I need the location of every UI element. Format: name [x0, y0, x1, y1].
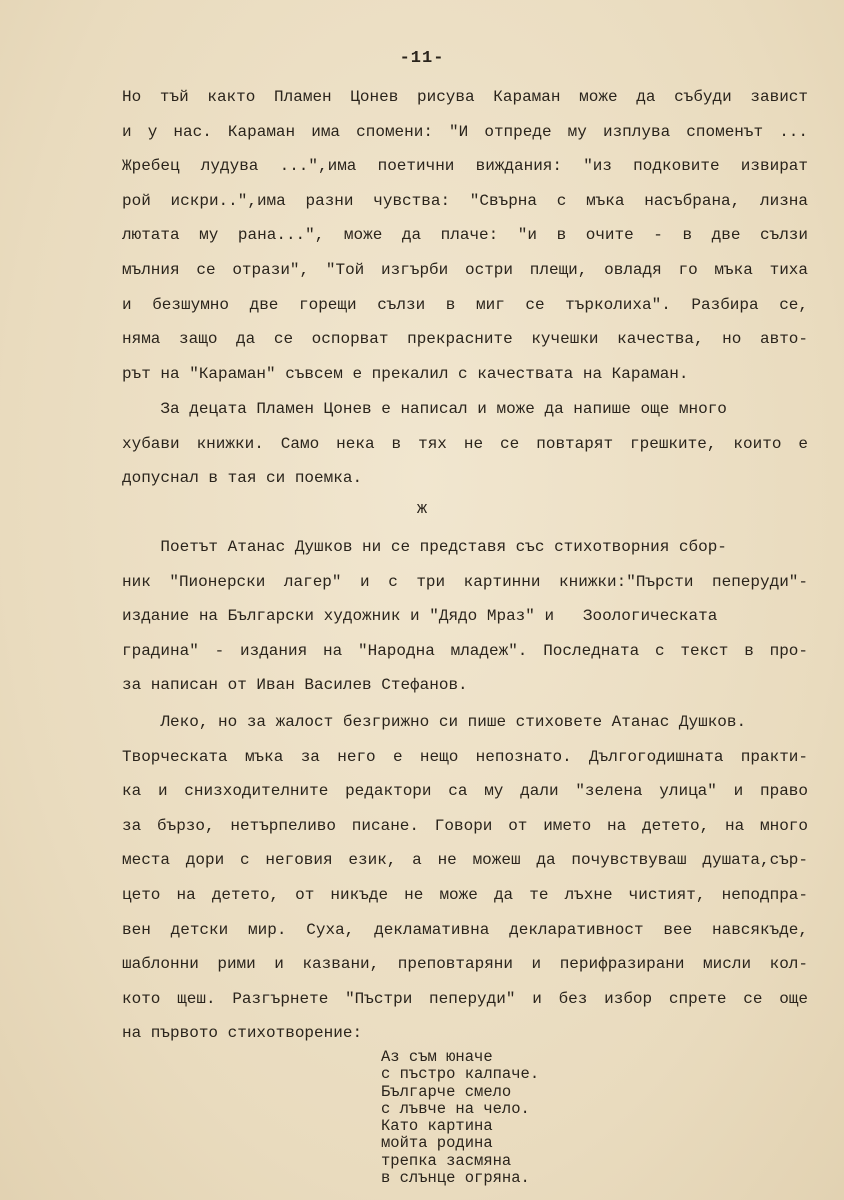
text-line: места дори с неговия език, а не можеш да почувствуваш душата,сър- [122, 851, 808, 870]
poem-line: с лъвче на чело. [381, 1100, 530, 1118]
text-line: ник "Пионерски лагер" и с три картинни книжки:"Пърсти пеперуди"- [122, 572, 808, 591]
text-line: кото щеш. Разгърнете "Пъстри пеперуди" и без избор спрете се още [122, 989, 808, 1008]
text-line: хубави книжки. Само нека в тях не се повтарят грешките, които е [122, 434, 808, 453]
poem-line: мойта родина [381, 1135, 493, 1153]
text-line: шаблонни рими и казвани, преповтаряни и перифразирани мисли кол- [122, 955, 808, 974]
poem-line: трепка засмяна [381, 1152, 512, 1170]
text-line: и безшумно две горещи сълзи в миг се търколиха". Разбира се, [122, 295, 808, 314]
paragraph-karaman [122, 80, 808, 391]
text-line: лютата му рана...", може да плаче: "и в очите - в две сълзи [122, 226, 808, 245]
text-line: и у нас. Караман има спомени: "И отпреде му изплува споменът ... [122, 122, 808, 141]
text-line: рой искри..",има разни чувства: "Свърна с мъка насъбрана, лизна [122, 191, 808, 210]
text-line: за бързо, нетърпеливо писане. Говори от името на детето, на много [122, 816, 808, 835]
text-line: Поетът Атанас Душков ни се представя със стихотворния сбор- [122, 538, 727, 556]
poem-line: Българче смело [381, 1083, 512, 1101]
text-line: рът на "Караман" съвсем е прекалил с качествата на Караман. [122, 364, 689, 383]
text-line: Творческата мъка за него е нещо непознато. Дългогодишната практи- [122, 747, 808, 766]
text-line: Но тъй както Пламен Цонев рисува Караман може да събуди завист [122, 88, 808, 106]
poem-line: с пъстро калпаче. [381, 1066, 540, 1084]
text-line: ка и снизходителните редактори са му дали "зелена улица" и право [122, 782, 808, 801]
paragraph-dushkov-critique [122, 705, 808, 1051]
text-line: няма защо да се оспорват прекрасните кучешки качества, но авто- [122, 330, 808, 349]
text-line: За децата Пламен Цонев е написал и може да напише още много [122, 400, 727, 418]
paragraph-for-children [122, 392, 808, 496]
text-line: на първото стихотворение: [122, 1024, 363, 1043]
text-line: Леко, но за жалост безгрижно си пише стиховете Атанас Душков. [122, 713, 747, 731]
poem-line: Аз съм юначе [381, 1049, 493, 1066]
poem-line: в слънце огряна. [381, 1170, 530, 1188]
text-line: издание на Български художник и "Дядо Мраз" и Зоологическата [122, 607, 718, 626]
paragraph-dushkov-intro [122, 530, 808, 703]
text-line: мълния се отрази", "Той изгърби остри плещи, овладя го мъка тиха [122, 260, 808, 279]
poem-line: Като картина [381, 1118, 493, 1136]
quoted-poem [381, 1049, 539, 1187]
text-line: допуснал в тая си поемка. [122, 469, 363, 488]
page-number: -11- [399, 49, 445, 68]
text-line: за написан от Иван Василев Стефанов. [122, 676, 468, 695]
text-line: цето на детето, от никъде не може да те лъхне чистият, неподпра- [122, 885, 808, 904]
text-line: градина" - издания на "Народна младеж". Последната с текст в про- [122, 641, 808, 660]
text-line: вен детски мир. Суха, декламативна декларативност вее навсякъде, [122, 920, 808, 939]
section-separator: ж [416, 500, 428, 519]
text-line: Жребец лудува ...",има поетични виждания: "из подковите извират [122, 157, 808, 176]
